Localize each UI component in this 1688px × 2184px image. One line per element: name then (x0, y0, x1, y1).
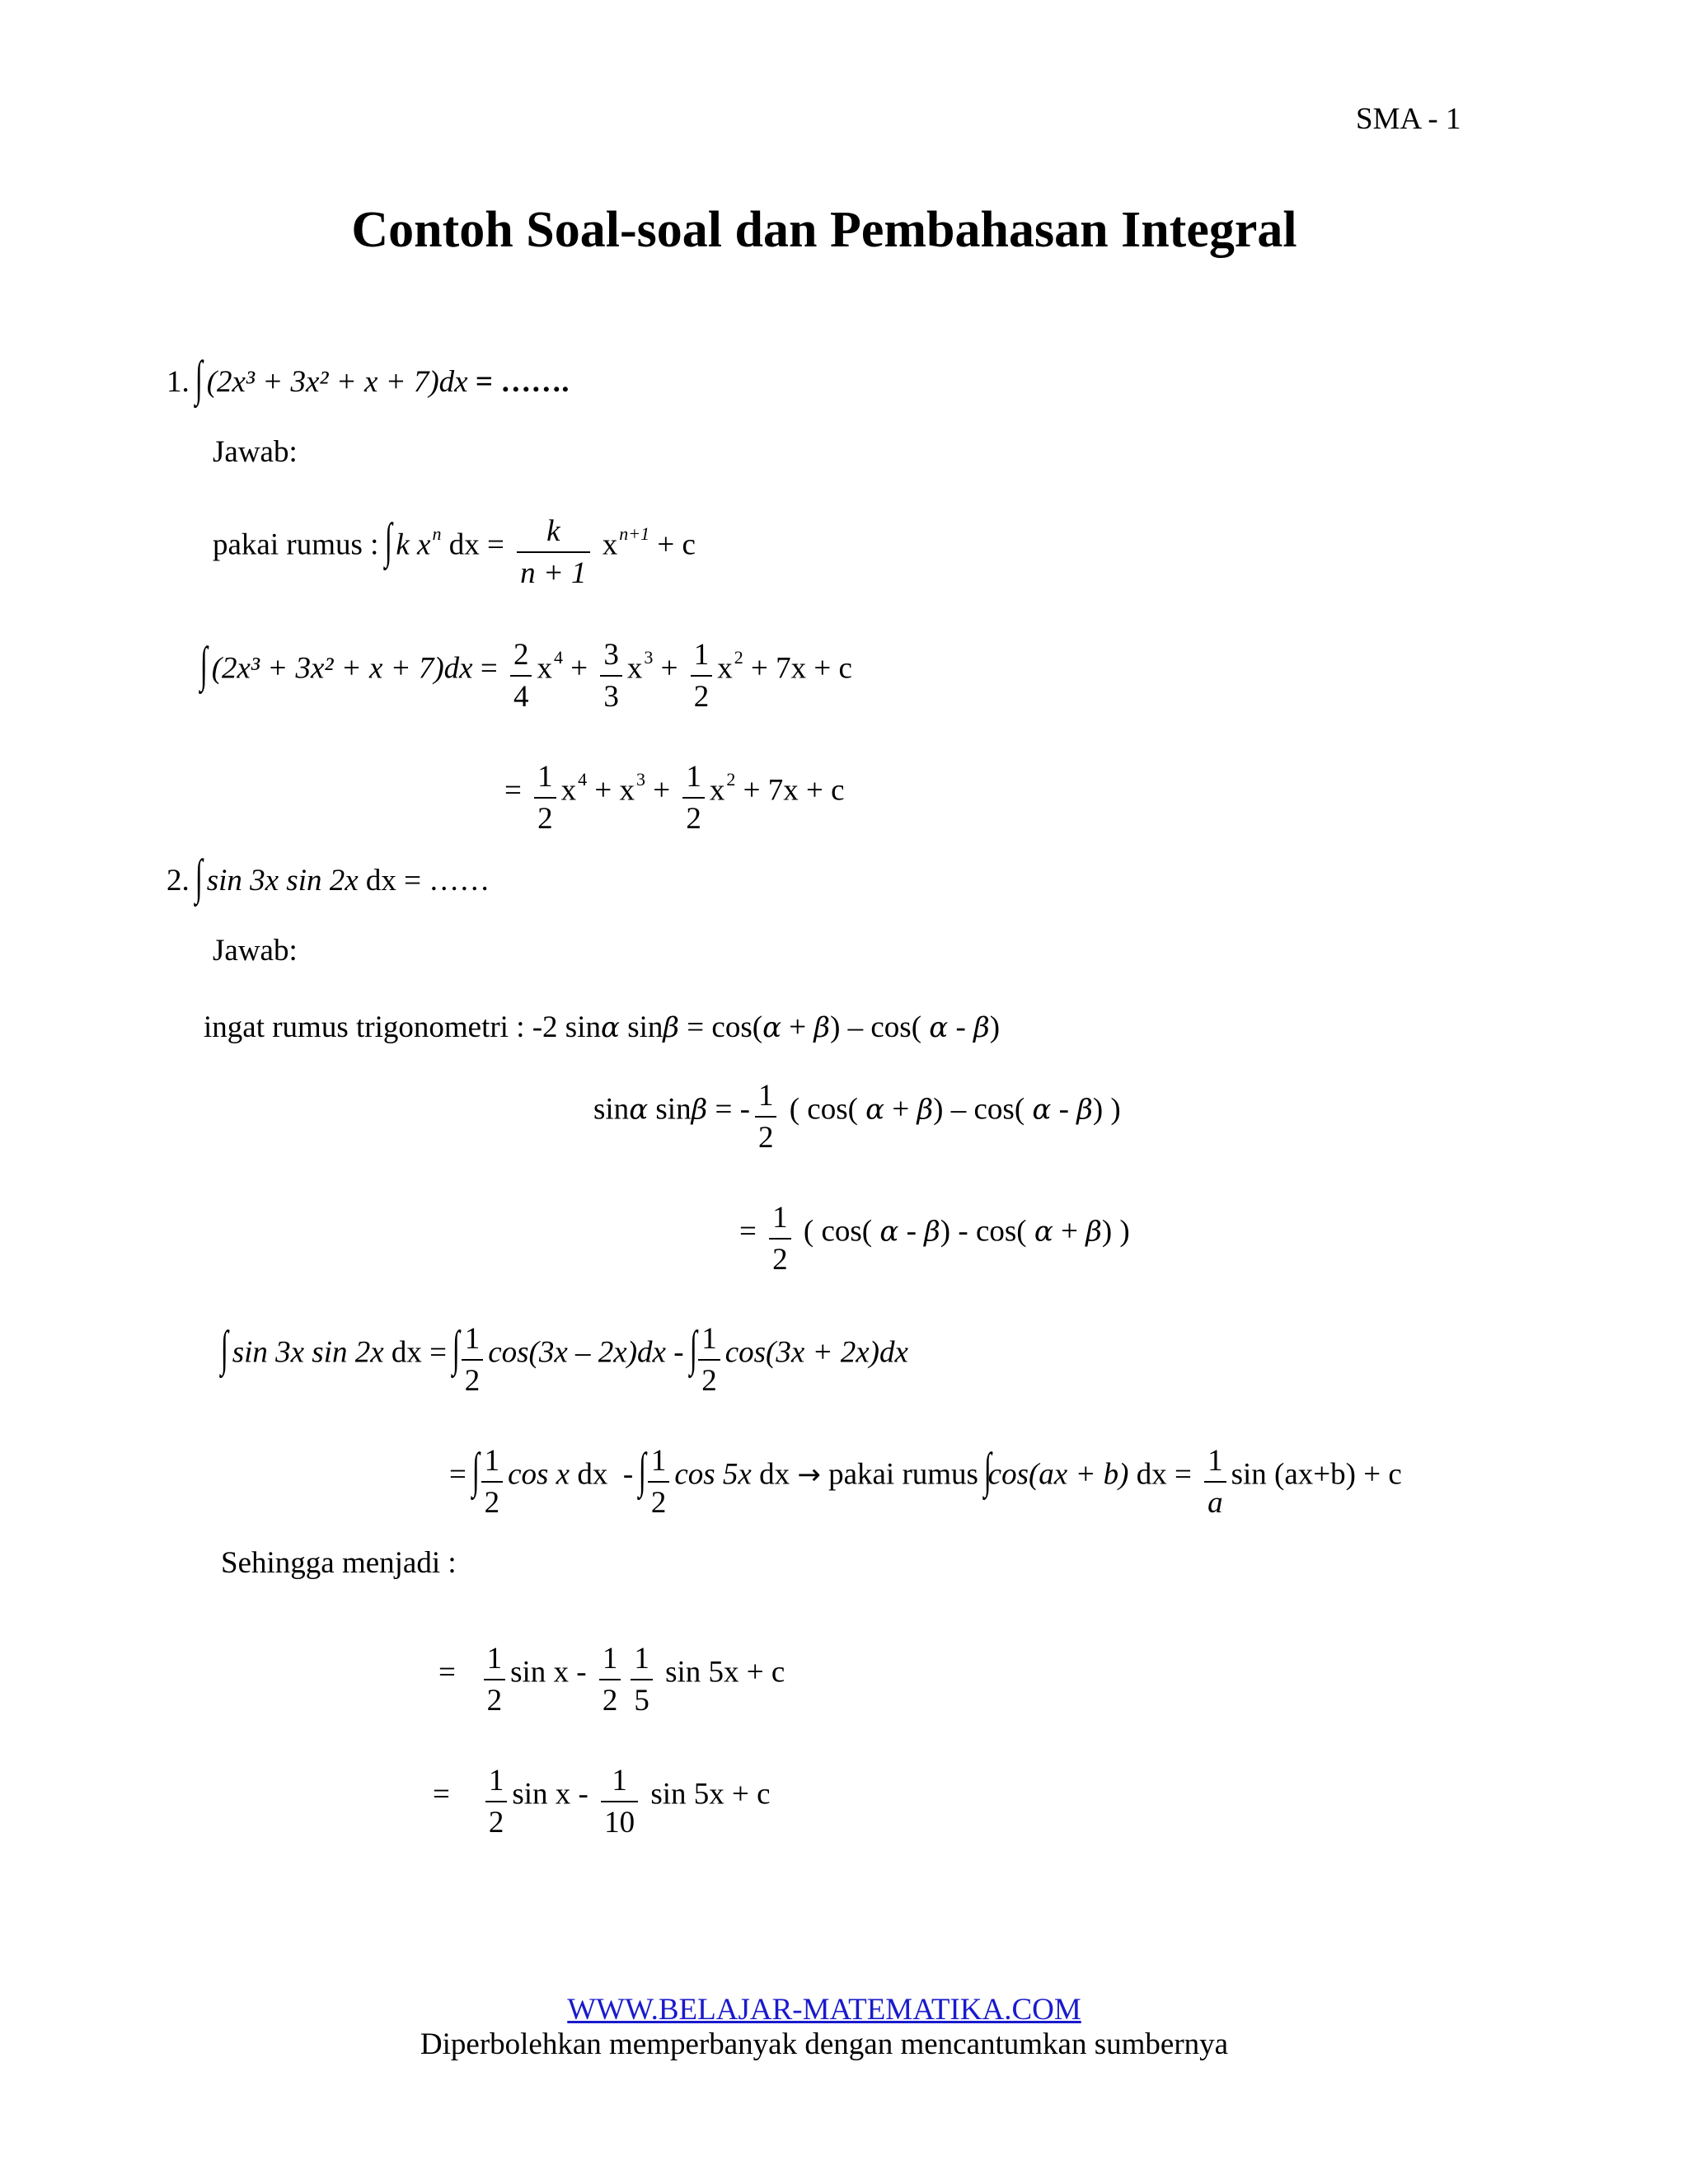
rule-dx: dx = (448, 527, 504, 562)
term: cos(3x – 2x)dx (488, 1335, 666, 1370)
sin-text: sin (627, 1010, 663, 1044)
term: x (560, 773, 577, 808)
problem-1-step-1 (199, 635, 852, 714)
footer-note: Diperbolehkan memperbanyak dengan mencantumkan sumbernya (420, 2027, 1229, 2061)
alpha-symbol: α (879, 1215, 899, 1249)
dx: dx (759, 1457, 790, 1492)
sin-text: sin (655, 1092, 692, 1127)
fraction-denominator: 3 (600, 675, 622, 712)
fraction (510, 640, 532, 712)
fraction-numerator: 3 (603, 638, 619, 672)
term: x (717, 651, 733, 686)
plus: + (570, 651, 588, 686)
fraction-denominator: 5 (631, 1679, 653, 1716)
footer-website-link[interactable]: WWW.BELAJAR-MATEMATIKA.COM (567, 1993, 1081, 2027)
rule-label: pakai rumus : (213, 527, 379, 562)
fraction-numerator: 1 (757, 1079, 774, 1113)
trig-label: ingat rumus trigonometri : -2 sin (204, 1010, 601, 1044)
alpha-symbol: α (1034, 1215, 1053, 1249)
alpha-symbol: α (929, 1011, 949, 1044)
fraction (484, 1643, 506, 1716)
result-line-1 (438, 1638, 785, 1718)
integrand: sin 3x sin 2x (206, 864, 359, 898)
integral-sign-icon: ∫ (195, 351, 203, 405)
alpha-symbol: α (865, 1093, 885, 1127)
problem-number: 1. (166, 365, 190, 399)
trig-identity-line-1 (204, 1012, 1000, 1043)
arrow-right-icon: → (797, 1458, 821, 1492)
exponent: 4 (578, 769, 588, 790)
fraction-numerator: k (546, 514, 560, 548)
term: x (537, 651, 552, 686)
integral-sign-icon: ∫ (199, 637, 208, 692)
fraction-numerator: 1 (602, 1642, 618, 1675)
page-label: SMA - 1 (1356, 102, 1461, 136)
rule-x: x (602, 527, 618, 562)
rhs-text: ) – cos( (830, 1010, 922, 1044)
minus: - (906, 1214, 917, 1249)
plus: + (653, 773, 671, 808)
rhs-text: ) – cos( (933, 1092, 1025, 1127)
beta-symbol: β (924, 1215, 940, 1249)
term: + x (594, 773, 635, 808)
fraction-denominator: 2 (534, 797, 556, 834)
beta-symbol: β (663, 1011, 680, 1044)
integral-sign-icon: ∫ (471, 1443, 480, 1498)
result-line-2 (433, 1760, 771, 1840)
term: sin x - (510, 1655, 587, 1690)
page-title: Contoh Soal-soal dan Pembahasan Integral (351, 202, 1297, 258)
fraction (682, 762, 705, 834)
beta-symbol: β (691, 1093, 708, 1127)
fraction (691, 640, 713, 712)
problem-1-step-2 (504, 757, 845, 836)
alpha-symbol: α (600, 1011, 620, 1044)
step-tail: + 7x + c (750, 651, 852, 686)
fraction (648, 1446, 670, 1518)
fraction-denominator: 10 (601, 1801, 638, 1838)
minus: - (673, 1335, 684, 1370)
term: sin x - (512, 1777, 588, 1811)
problem-1-question (166, 350, 570, 405)
fraction-denominator: 2 (485, 1801, 508, 1838)
equals: = (739, 1214, 757, 1249)
fraction-denominator: n + 1 (517, 551, 589, 588)
alpha-symbol: α (1032, 1093, 1052, 1127)
term: x (626, 651, 643, 686)
question-tail: dx = …… (365, 864, 490, 898)
fraction-denominator: 2 (648, 1481, 670, 1518)
fraction (485, 1765, 508, 1838)
minus: - (1058, 1092, 1069, 1127)
rhs-text: ) - cos( (940, 1214, 1027, 1249)
term: cos 5x (674, 1457, 752, 1492)
fraction-numerator: 1 (537, 760, 553, 794)
rhs-text: ( cos( (789, 1092, 858, 1127)
integral-sign-icon: ∫ (220, 1321, 228, 1376)
close-paren: ) ) (1101, 1214, 1130, 1249)
rhs-text: ( cos( (803, 1214, 873, 1249)
fraction-denominator: 2 (682, 797, 705, 834)
rule-lhs: k x (396, 527, 431, 562)
integral-sign-icon: ∫ (983, 1443, 992, 1498)
step-tail: + 7x + c (743, 773, 845, 808)
fraction-numerator: 1 (484, 1444, 500, 1478)
fraction (599, 1643, 621, 1716)
fraction (481, 1446, 504, 1518)
fraction-denominator: 2 (698, 1359, 720, 1396)
close-paren: ) ) (1092, 1092, 1121, 1127)
fraction-numerator: 1 (634, 1642, 649, 1675)
fraction-numerator: 1 (772, 1201, 788, 1235)
rhs-text: = cos( (687, 1010, 763, 1044)
step-lhs: (2x³ + 3x² + x + 7)dx (211, 651, 473, 686)
fraction (601, 1765, 638, 1838)
rule-fraction (517, 516, 589, 588)
fraction-denominator: 2 (481, 1481, 504, 1518)
rule-integrand: cos(ax + b) (987, 1457, 1129, 1492)
rule-exponent: n (432, 523, 442, 545)
fraction-denominator: 2 (769, 1238, 791, 1275)
beta-symbol: β (973, 1011, 990, 1044)
close-paren: ) (989, 1010, 1001, 1044)
beta-symbol: β (814, 1011, 831, 1044)
dx-equals: dx = (391, 1335, 448, 1370)
exponent: 2 (734, 647, 743, 668)
term: x (709, 773, 725, 808)
fraction (1204, 1446, 1226, 1518)
plus: + (892, 1092, 910, 1127)
fraction (462, 1324, 484, 1396)
plus: + (660, 651, 678, 686)
dx-equals: dx = (1136, 1457, 1192, 1492)
integrand: (2x³ + 3x² + x + 7)dx (206, 365, 468, 399)
fraction-denominator: 2 (755, 1116, 777, 1153)
fraction-numerator: 1 (701, 1322, 717, 1356)
fraction-denominator: 2 (691, 675, 713, 712)
fraction (755, 1080, 777, 1153)
exponent: 3 (644, 647, 654, 668)
integrand: sin 3x sin 2x (232, 1335, 384, 1370)
fraction-numerator: 1 (686, 760, 701, 794)
equals: = (504, 773, 522, 808)
integral-sign-icon: ∫ (195, 850, 203, 904)
fraction-numerator: 1 (693, 638, 710, 672)
alpha-symbol: α (762, 1011, 782, 1044)
fraction (631, 1643, 653, 1716)
exponent: 4 (553, 647, 563, 668)
exponent: 2 (726, 769, 736, 790)
beta-symbol: β (917, 1093, 934, 1127)
power-rule-formula (213, 511, 696, 590)
equals: = (480, 651, 498, 686)
fraction-denominator: 2 (599, 1679, 621, 1716)
rule-tail: sin (ax+b) + c (1231, 1457, 1402, 1492)
equals: = (438, 1655, 456, 1690)
fraction (600, 640, 622, 712)
fraction-denominator: 2 (462, 1359, 484, 1396)
fraction-numerator: 1 (612, 1764, 627, 1797)
exponent: 3 (636, 769, 645, 790)
fraction-numerator: 1 (488, 1764, 504, 1797)
fraction-numerator: 1 (464, 1322, 481, 1356)
equals: = (433, 1777, 450, 1811)
fraction-numerator: 1 (650, 1444, 667, 1478)
problem-2-solution-1 (220, 1319, 908, 1398)
rule-label: pakai rumus (828, 1457, 978, 1492)
minus: - (955, 1010, 966, 1044)
trig-identity-line-2 (593, 1076, 1121, 1155)
answer-label-1: Jawab: (213, 435, 298, 469)
fraction-numerator: 1 (1207, 1444, 1223, 1478)
term: cos(3x + 2x)dx (724, 1335, 908, 1370)
problem-2-solution-2 (449, 1441, 1402, 1520)
minus: - (622, 1457, 634, 1492)
dx: dx (577, 1457, 608, 1492)
fraction (698, 1324, 720, 1396)
term: sin 5x + c (665, 1655, 785, 1690)
problem-2-question (166, 849, 490, 904)
question-tail: = ……. (475, 365, 570, 399)
beta-symbol: β (1076, 1093, 1093, 1127)
beta-symbol: β (1085, 1215, 1102, 1249)
result-label: Sehingga menjadi : (221, 1546, 457, 1580)
trig-identity-line-3 (739, 1197, 1130, 1277)
equals: = (449, 1457, 467, 1492)
plus: + (789, 1010, 807, 1044)
equals: = - (715, 1092, 750, 1127)
integral-sign-icon: ∫ (639, 1443, 647, 1498)
integral-sign-icon: ∫ (384, 513, 392, 569)
fraction (769, 1202, 791, 1275)
rule-exp: n+1 (619, 523, 650, 545)
plus: + (1061, 1214, 1078, 1249)
integral-sign-icon: ∫ (689, 1321, 697, 1376)
answer-label-2: Jawab: (213, 934, 298, 968)
fraction-denominator: a (1204, 1481, 1226, 1518)
rule-tail: + c (657, 527, 696, 562)
fraction-numerator: 1 (486, 1642, 503, 1675)
term: cos x (508, 1457, 570, 1492)
alpha-symbol: α (629, 1093, 649, 1127)
fraction (534, 762, 556, 834)
problem-number: 2. (166, 864, 190, 898)
fraction-denominator: 4 (510, 675, 532, 712)
sin-text: sin (593, 1092, 630, 1127)
integral-sign-icon: ∫ (452, 1321, 461, 1376)
term: sin 5x + c (650, 1777, 771, 1811)
fraction-denominator: 2 (484, 1679, 506, 1716)
fraction-numerator: 2 (513, 638, 529, 672)
